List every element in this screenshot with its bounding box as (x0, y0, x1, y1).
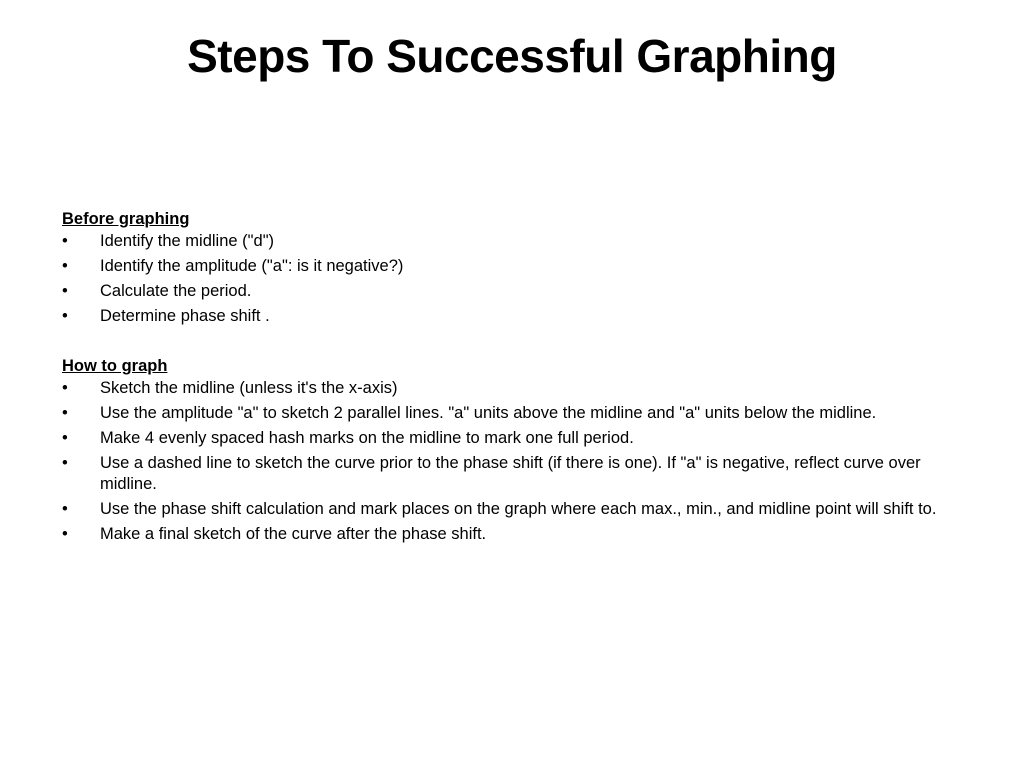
list-item-text: Use the phase shift calculation and mark places on the graph where each max., min., and midline point will shift to. (100, 500, 937, 518)
list-item (62, 306, 962, 327)
bullet-icon: • (62, 282, 68, 300)
bullet-icon: • (62, 500, 68, 518)
list-item (62, 403, 962, 424)
list-item (62, 256, 962, 277)
bullet-icon: • (62, 307, 68, 325)
step-list (62, 231, 962, 327)
bullet-icon: • (62, 525, 68, 543)
bullet-icon: • (62, 404, 68, 422)
slide-content (62, 207, 962, 549)
list-item (62, 281, 962, 302)
list-item (62, 378, 962, 399)
bullet-icon: • (62, 232, 68, 250)
list-item (62, 231, 962, 252)
section-before-graphing (62, 207, 962, 327)
slide-title: Steps To Successful Graphing (187, 30, 837, 82)
bullet-icon: • (62, 429, 68, 447)
list-item-text: Identify the midline ("d") (100, 232, 275, 250)
list-item-text: Make 4 evenly spaced hash marks on the midline to mark one full period. (100, 429, 634, 447)
section-heading: How to graph (62, 357, 168, 375)
section-spacer (62, 331, 962, 354)
bullet-icon: • (62, 379, 68, 397)
bullet-icon: • (62, 454, 68, 472)
list-item-text: Calculate the period. (100, 282, 252, 300)
list-item (62, 524, 962, 545)
list-item-text: Sketch the midline (unless it's the x-axis) (100, 379, 398, 397)
list-item-text: Use the amplitude "a" to sketch 2 parallel lines. "a" units above the midline and "a" units below the midline. (100, 404, 877, 422)
list-item-text: Use a dashed line to sketch the curve prior to the phase shift (if there is one). If "a" is negative, reflect curve over midline. (100, 454, 921, 493)
bullet-icon: • (62, 257, 68, 275)
list-item (62, 453, 962, 495)
list-item (62, 499, 962, 520)
step-list (62, 378, 962, 545)
list-item-text: Make a final sketch of the curve after the phase shift. (100, 525, 487, 543)
section-heading: Before graphing (62, 210, 190, 228)
list-item (62, 428, 962, 449)
list-item-text: Identify the amplitude ("a": is it negative?) (100, 257, 404, 275)
section-how-to-graph (62, 354, 962, 545)
list-item-text: Determine phase shift . (100, 307, 270, 325)
